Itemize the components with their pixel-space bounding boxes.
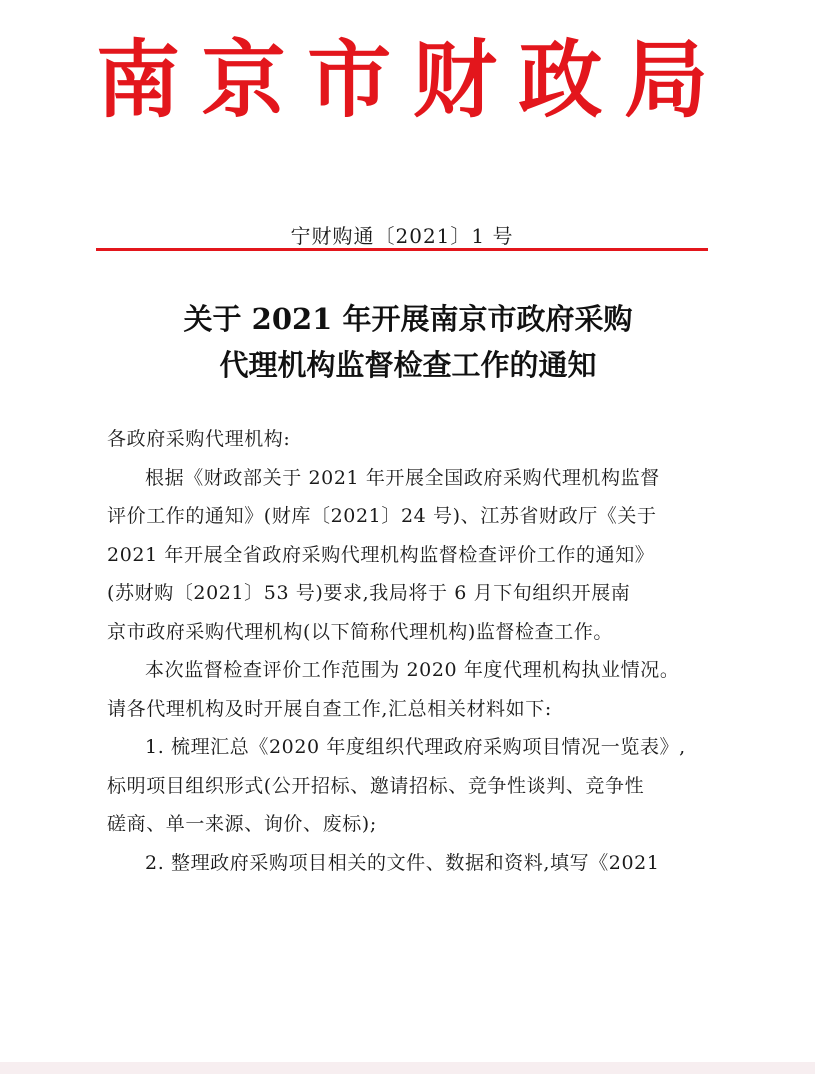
agency-char: 南 xyxy=(96,30,181,129)
paragraph-line: 请各代理机构及时开展自查工作,汇总相关材料如下: xyxy=(107,697,552,720)
list-item-line: 磋商、单一来源、询价、废标); xyxy=(107,813,377,835)
paragraph-line: 2021 年开展全省政府采购代理机构监督检查评价工作的通知》 xyxy=(107,543,655,566)
agency-char: 财 xyxy=(412,30,497,129)
salutation: 各政府采购代理机构: xyxy=(107,428,291,450)
list-item-line: 标明项目组织形式(公开招标、邀请招标、竞争性谈判、竞争性 xyxy=(107,774,645,797)
agency-header xyxy=(96,30,708,130)
title-line: 关于 2021 年开展南京市政府采购 xyxy=(183,302,633,336)
agency-char: 局 xyxy=(623,30,708,129)
document-number: 宁财购通〔2021〕1 号 xyxy=(290,224,514,248)
page-bottom-edge xyxy=(0,1062,815,1074)
paragraph-line: 本次监督检查评价工作范围为 2020 年度代理机构执业情况。 xyxy=(145,659,680,681)
list-item-line: 1. 梳理汇总《2020 年度组织代理政府采购项目情况一览表》, xyxy=(145,736,686,758)
paragraph-line: 根据《财政部关于 2021 年开展全国政府采购代理机构监督 xyxy=(145,466,660,489)
red-divider xyxy=(96,248,708,251)
paragraph-line: 京市政府采购代理机构(以下简称代理机构)监督检查工作。 xyxy=(107,620,614,643)
document-title xyxy=(96,296,720,388)
list-item-line: 2. 整理政府采购项目相关的文件、数据和资料,填写《2021 xyxy=(145,851,660,874)
agency-char: 政 xyxy=(518,30,603,129)
paragraph-line: 评价工作的通知》(财库〔2021〕24 号)、江苏省财政厅《关于 xyxy=(107,505,657,527)
agency-char: 京 xyxy=(201,30,286,129)
paragraph-line: (苏财购〔2021〕53 号)要求,我局将于 6 月下旬组织开展南 xyxy=(107,582,631,604)
document-body xyxy=(107,420,713,882)
title-line: 代理机构监督检查工作的通知 xyxy=(219,348,597,382)
agency-char: 市 xyxy=(307,30,392,129)
